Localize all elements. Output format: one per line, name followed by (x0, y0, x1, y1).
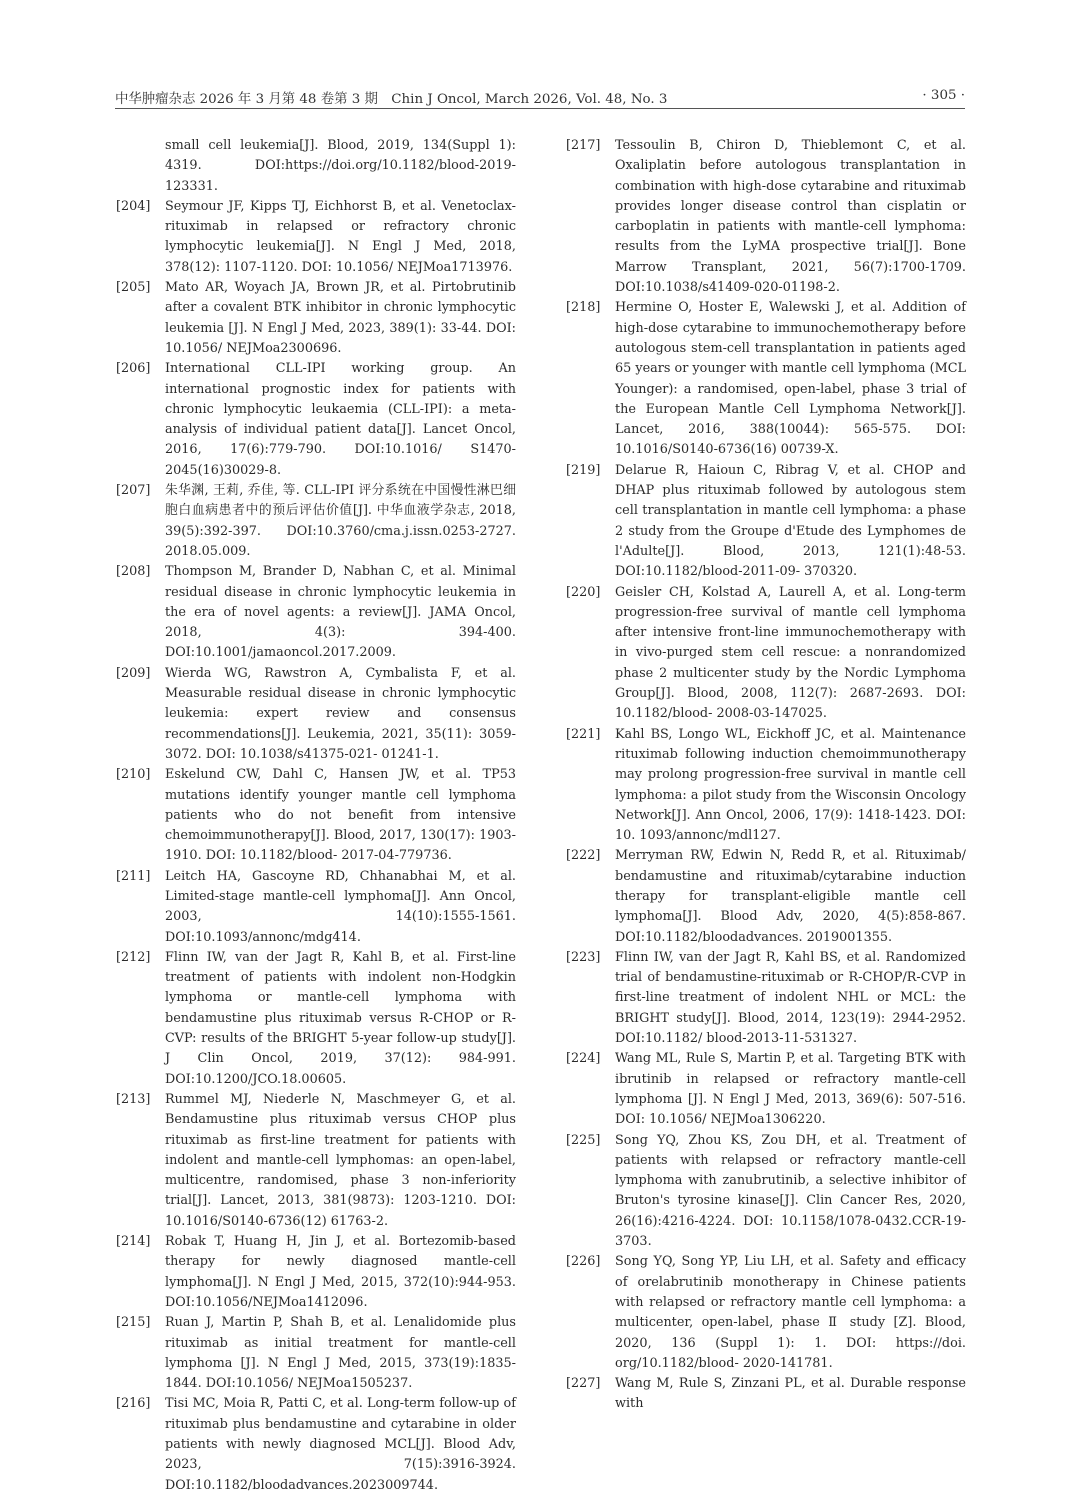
reference-number: [209] (116, 665, 151, 681)
reference-item (566, 136, 966, 298)
reference-text: Robak T, Huang H, Jin J, et al. Bortezomib-based therapy for newly diagnosed mantle-cell lymphoma[J]. N Engl J Med, 2015, 372(10):944-953. DOI:10.1056/NEJMoa1412096. (165, 1234, 516, 1310)
reference-text: Thompson M, Brander D, Nabhan C, et al. Minimal residual disease in chronic lymphocytic leukemia in the era of novel agents: a review[J]. JAMA Oncol, 2018, 4(3): 394-400. DOI:10.1001/jamaoncol.2017.2009. (165, 564, 516, 661)
reference-text: Flinn IW, van der Jagt R, Kahl BS, et al. Randomized trial of bendamustine-rituximab or R-CHOP/R-CVP in first-line treatment of indolent NHL or MCL: the BRIGHT study[J]. Blood, 2014, 123(19): 2944-2952. DOI:10.1182/ blood-2013-11-531327. (615, 949, 966, 1047)
reference-number: [219] (566, 462, 601, 478)
reference-number: [221] (566, 726, 601, 742)
journal-info: 中华肿瘤杂志 2026 年 3 月第 48 卷第 3 期 Chin J Oncol, March 2026, Vol. 48, No. 3 (115, 92, 668, 107)
left-column (116, 136, 516, 1496)
reference-number: [213] (116, 1091, 151, 1107)
reference-text: Leitch HA, Gascoyne RD, Chhanabhai M, et al. Limited-stage mantle-cell lymphoma[J]. Ann Oncol, 2003, 14(10):1555-1561. DOI:10.1093/annonc/mdg414. (165, 868, 516, 945)
reference-text: Wang ML, Rule S, Martin P, et al. Targeting BTK with ibrutinib in relapsed or refractory mantle-cell lymphoma [J]. N Engl J Med, 2013, 369(6): 507-516. DOI: 10.1056/ NEJMoa1306220. (615, 1051, 966, 1128)
reference-number: [227] (566, 1376, 601, 1392)
reference-text: Flinn IW, van der Jagt R, Kahl B, et al. First-line treatment of patients with indolent non-Hodgkin lymphoma or mantle-cell lymphoma with bendamustine plus rituximab versus R-CHOP or R-CVP: results of the BRIGHT 5-year follow-up study[J]. J Clin Oncol, 2019, 37(12): 984-991. DOI:10.1200/JCO.18.00605. (165, 949, 516, 1087)
reference-number: [223] (566, 949, 601, 965)
reference-item (116, 359, 516, 481)
reference-item (566, 725, 966, 847)
reference-item (116, 948, 516, 1090)
reference-text: Song YQ, Song YP, Liu LH, et al. Safety and efficacy of orelabrutinib monotherapy in Chinese patients with relapsed or refractory mantle cell lymphoma: a multicenter, open-label, phase Ⅱ study [Z]. Blood, 2020, 136 (Suppl 1): 1. DOI: https://doi. org/10.1182/blood- 2020-141781. (615, 1254, 966, 1371)
reference-item (116, 562, 516, 663)
reference-item (566, 1374, 966, 1415)
reference-number: [216] (116, 1396, 151, 1412)
reference-text: Tisi MC, Moia R, Patti C, et al. Long-term follow-up of rituximab plus bendamustine and cytarabine in older patients with newly diagnosed MCL[J]. Blood Adv, 2023, 7(15):3916-3924. DOI:10.1182/bloodadvances.2023009744. (165, 1396, 516, 1493)
reference-item (116, 1090, 516, 1232)
reference-item (566, 1049, 966, 1130)
reference-number: [207] (116, 483, 151, 499)
reference-item (116, 1232, 516, 1313)
reference-text: Rummel MJ, Niederle N, Maschmeyer G, et al. Bendamustine plus rituximab versus CHOP plus rituximab as first-line treatment for patients with indolent and mantle-cell lymphomas: an open-label, multicentre, randomised, phase 3 non-inferiority trial[J]. Lancet, 2013, 381(9873): 1203-1210. DOI: 10.1016/S0140-6736(12) 61763-2. (165, 1091, 516, 1229)
reference-text: Eskelund CW, Dahl C, Hansen JW, et al. TP53 mutations identify younger mantle cell lymphoma patients who do not benefit from intensive chemoimmunotherapy[J]. Blood, 2017, 130(17): 1903-1910. DOI: 10.1182/blood- 2017-04-779736. (165, 767, 516, 864)
reference-continuation: small cell leukemia[J]. Blood, 2019, 134(Suppl 1): 4319. DOI:https://doi.org/10.1182/blood-2019-123331. (165, 138, 516, 194)
reference-text: Seymour JF, Kipps TJ, Eichhorst B, et al. Venetoclax-rituximab in relapsed or refractory chronic lymphocytic leukemia[J]. N Engl J Med, 2018, 378(12): 1107-1120. DOI: 10.1056/ NEJMoa1713976. (165, 198, 516, 275)
reference-text: Merryman RW, Edwin N, Redd R, et al. Rituximab/ bendamustine and rituximab/cytarabine induction therapy for transplant-eligible mantle cell lymphoma[J]. Blood Adv, 2020, 4(5):858-867. DOI:10.1182/bloodadvances. 2019001355. (615, 848, 966, 945)
reference-number: [205] (116, 280, 151, 296)
reference-item (566, 298, 966, 460)
reference-text: Mato AR, Woyach JA, Brown JR, et al. Pirtobrutinib after a covalent BTK inhibitor in chronic lymphocytic leukemia [J]. N Engl J Med, 2023, 389(1): 33-44. DOI: 10.1056/ NEJMoa2300696. (165, 280, 516, 356)
reference-number: [204] (116, 198, 151, 214)
reference-item (566, 461, 966, 583)
reference-text: Kahl BS, Longo WL, Eickhoff JC, et al. Maintenance rituximab following induction chemoimmunotherapy may prolong progression-free survival in mantle cell lymphoma: a pilot study from the Wisconsin Oncology Network[J]. Ann Oncol, 2006, 17(9): 1418-1423. DOI: 10. 1093/annonc/mdl127. (615, 726, 966, 844)
reference-item (116, 1394, 516, 1495)
reference-number: [210] (116, 767, 151, 783)
reference-number: [218] (566, 300, 601, 316)
running-header (115, 86, 965, 110)
reference-text: Delarue R, Haioun C, Ribrag V, et al. CHOP and DHAP plus rituximab followed by autologous stem cell transplantation in mantle cell lymphoma: a phase 2 study from the Groupe d'Etude des Lymphomes de l'Adulte[J]. Blood, 2013, 121(1):48-53. DOI:10.1182/blood-2011-09- 370320. (615, 462, 966, 580)
reference-number: [224] (566, 1051, 601, 1067)
reference-text: Wierda WG, Rawstron A, Cymbalista F, et al. Measurable residual disease in chronic lymphocytic leukemia: expert review and consensus recommendations[J]. Leukemia, 2021, 35(11): 3059-3072. DOI: 10.1038/s41375-021- 01241-1. (165, 665, 516, 762)
reference-number: [226] (566, 1254, 601, 1270)
reference-text: Geisler CH, Kolstad A, Laurell A, et al. Long-term progression-free survival of mantle cell lymphoma after intensive front-line immunochemotherapy with in vivo-purged stem cell rescue: a nonrandomized phase 2 multicenter study by the Nordic Lymphoma Group[J]. Blood, 2008, 112(7): 2687-2693. DOI: 10.1182/blood- 2008-03-147025. (615, 584, 966, 722)
reference-number: [225] (566, 1132, 601, 1148)
reference-item (116, 867, 516, 948)
reference-number: [222] (566, 848, 601, 864)
reference-item (566, 1131, 966, 1253)
header-rule (115, 108, 965, 109)
reference-number: [206] (116, 361, 151, 377)
reference-number: [212] (116, 949, 151, 965)
page-number: · 305 · (922, 88, 965, 103)
reference-text: Ruan J, Martin P, Shah B, et al. Lenalidomide plus rituximab as initial treatment for mantle-cell lymphoma [J]. N Engl J Med, 2015, 373(19):1835-1844. DOI:10.1056/ NEJMoa1505237. (165, 1315, 516, 1392)
reference-item (116, 664, 516, 765)
reference-number: [215] (116, 1315, 151, 1331)
reference-number: [217] (566, 138, 601, 153)
reference-item (566, 846, 966, 947)
reference-number: [220] (566, 584, 601, 600)
reference-item (116, 1313, 516, 1394)
reference-text: Wang M, Rule S, Zinzani PL, et al. Durable response with (615, 1376, 966, 1412)
reference-item (566, 948, 966, 1049)
reference-text: Tessoulin B, Chiron D, Thieblemont C, et al. Oxaliplatin before autologous transplantation in combination with high-dose cytarabine and rituximab provides longer disease control than cisplatin or carboplatin in patients with mantle-cell lymphoma: results from the LyMA prospective trial[J]. Bone Marrow Transplant, 2021, 56(7):1700-1709. DOI:10.1038/s41409-020-01198-2. (615, 138, 966, 296)
reference-text: International CLL-IPI working group. An international prognostic index for patients with chronic lymphocytic leukaemia (CLL-IPI): a meta-analysis of individual patient data[J]. Lancet Oncol, 2016, 17(6):779-790. DOI:10.1016/ S1470-2045(16)30029-8. (165, 361, 516, 478)
reference-number: [211] (116, 868, 151, 884)
reference-text: Song YQ, Zhou KS, Zou DH, et al. Treatment of patients with relapsed or refractory mantle-cell lymphoma with zanubrutinib, a selective inhibitor of Bruton's tyrosine kinase[J]. Clin Cancer Res, 2020, 26(16):4216-4224. DOI: 10.1158/1078-0432.CCR-19-3703. (615, 1132, 966, 1250)
reference-number: [208] (116, 564, 151, 580)
reference-number: [214] (116, 1234, 151, 1250)
reference-text: 朱华渊, 王莉, 乔佳, 等. CLL-IPI 评分系统在中国慢性淋巴细胞白血病患者中的预后评估价值[J]. 中华血液学杂志, 2018, 39(5):392-397. DOI:10.3760/cma.j.issn.0253-2727. 2018.05.009. (165, 483, 516, 559)
reference-text: Hermine O, Hoster E, Walewski J, et al. Addition of high-dose cytarabine to immunochemotherapy before autologous stem-cell transplantation in patients aged 65 years or younger with mantle cell lymphoma (MCL Younger): a randomised, open-label, phase 3 trial of the European Mantle Cell Lymphoma Network[J]. Lancet, 2016, 388(10044): 565-575. DOI: 10.1016/S0140-6736(16) 00739-X. (615, 300, 966, 458)
reference-item (116, 481, 516, 562)
right-column (566, 136, 966, 1415)
reference-item (566, 583, 966, 725)
reference-item (566, 1252, 966, 1374)
reference-item (116, 765, 516, 866)
reference-item (116, 278, 516, 359)
reference-item (116, 197, 516, 278)
